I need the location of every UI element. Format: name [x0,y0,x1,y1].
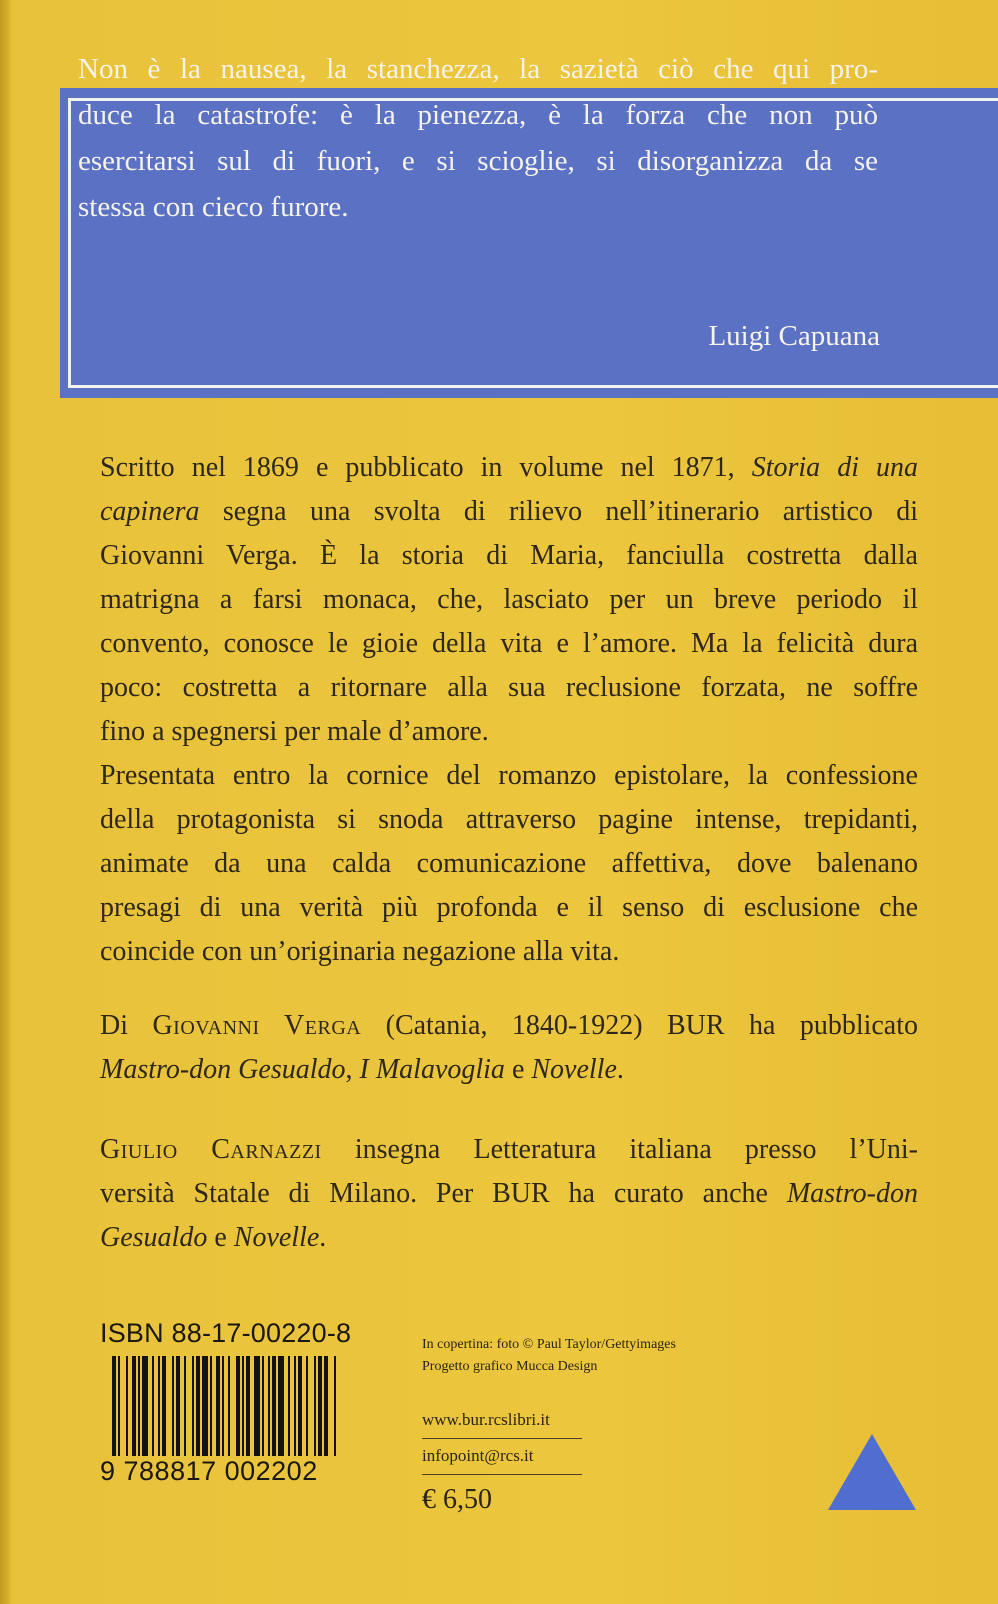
quote-author: Luigi Capuana [708,320,880,352]
author-bio-text: Di [100,1010,153,1041]
barcode-bar [112,1356,116,1456]
isbn-label: ISBN 88-17-00220-8 [100,1318,352,1348]
barcode-bar [246,1356,250,1456]
barcode-bar [138,1356,140,1456]
barcode-bar [176,1356,180,1456]
quote-line: Non è la nausea, la stanchezza, la sazietà ciò che qui pro- [78,53,878,85]
barcode-bar [142,1356,148,1456]
barcode-bar [262,1356,264,1456]
barcode-bar [126,1356,128,1456]
synopsis [100,446,918,974]
synopsis-line: Presentata entro la cornice del romanzo epistolare, la confessione [100,760,918,791]
editor-bio-text: insegna Letteratura italiana presso l’Uni- [321,1134,918,1165]
editor-bio-line [100,1216,918,1260]
website: www.bur.rcslibri.it [422,1410,550,1429]
book-title: Novelle [233,1222,320,1253]
barcode-bar [118,1356,120,1456]
barcode-bar [254,1356,260,1456]
synopsis-line [100,490,918,534]
barcode-bar [210,1356,212,1456]
editor-bio-text: versità Statale di Milano. Per BUR ha curato anche [100,1178,787,1209]
barcode-bar [294,1356,296,1456]
synopsis-line: poco: costretta a ritornare alla sua reclusione forzata, ne soffre [100,672,918,703]
synopsis-line [100,446,918,490]
barcode-bar [298,1356,302,1456]
author-bio-text: , [345,1054,360,1085]
barcode-bar [162,1356,166,1456]
editor-bio-text: e [207,1222,234,1253]
editor-bio [100,1128,918,1260]
book-title: capinera [100,496,200,527]
barcode-bar [272,1356,276,1456]
synopsis-text: Scritto nel 1869 e pubblicato in volume nel 1871, [100,452,752,483]
barcode-bar [324,1356,328,1456]
cover-credit: In copertina: foto © Paul Taylor/Gettyimages [422,1337,676,1352]
email: infopoint@rcs.it [422,1446,534,1465]
book-title: Mastro-don [786,1178,918,1209]
author-bio-text: e [504,1054,532,1085]
barcode-bar [172,1356,174,1456]
book-title: Storia di una [751,452,919,483]
divider [422,1438,582,1439]
divider [422,1474,582,1475]
author-bio-line [100,1004,918,1048]
barcode-icon [112,1356,374,1456]
author-name: Giovanni Verga [152,1010,362,1041]
synopsis-line: convento, conosce le gioie della vita e l’amore. Ma la felicità dura [100,628,918,659]
synopsis-line: Giovanni Verga. È la storia di Maria, fanciulla costretta dalla [100,540,918,571]
author-bio-line [100,1048,918,1092]
barcode-bar [228,1356,230,1456]
barcode-bar [306,1356,308,1456]
credits [422,1334,676,1378]
barcode-bar [132,1356,136,1456]
barcode-bar [288,1356,290,1456]
barcode-bar [196,1356,200,1456]
editor-bio-text: . [319,1222,327,1253]
barcode-digits: 9 788817 002202 [100,1456,318,1486]
book-title: Novelle [531,1054,617,1085]
editor-bio-line [100,1172,918,1216]
synopsis-line: presagi di una verità più profonda e il senso di esclusione che [100,892,918,923]
synopsis-line: animate da una calda comunicazione affettiva, dove balenano [100,848,918,879]
author-bio [100,1004,918,1092]
book-title: Mastro-don Gesualdo [100,1054,346,1085]
barcode-bar [242,1356,244,1456]
barcode-bar [152,1356,154,1456]
barcode-bar [216,1356,220,1456]
barcode-bar [268,1356,270,1456]
barcode-bar [236,1356,240,1456]
synopsis-line: matrigna a farsi monaca, che, lasciato per un breve periodo il [100,584,918,615]
bur-triangle-logo-icon [826,1432,918,1512]
author-bio-text: . [616,1054,624,1085]
barcode-bar [314,1356,316,1456]
design-credit: Progetto grafico Mucca Design [422,1359,598,1374]
barcode-bar [278,1356,284,1456]
quote-line: stessa con cieco furore. [78,191,349,223]
synopsis-line: fino a spegnersi per male d’amore. [100,716,489,747]
quote-text [78,46,878,230]
author-bio-text: (Catania, 1840-1922) BUR ha pubblicato [361,1010,919,1041]
barcode-bar [318,1356,322,1456]
barcode-bar [184,1356,186,1456]
quote-line: duce la catastrofe: è la pienezza, è la forza che non può [78,99,878,131]
synopsis-line: coincide con un’originaria negazione alla vita. [100,936,620,967]
book-title: I Malavoglia [359,1054,505,1085]
barcode-bar [334,1356,336,1456]
spine-edge [0,0,10,1604]
barcode-bar [222,1356,224,1456]
editor-name: Giulio Carnazzi [100,1134,322,1165]
synopsis-line: della protagonista si snoda attraverso pagine intense, trepidanti, [100,804,918,835]
quote-line: esercitarsi sul di fuori, e si scioglie, si disorganizza da se [78,145,878,177]
barcode-bar [202,1356,208,1456]
barcode-bar [158,1356,160,1456]
barcode-bar [192,1356,194,1456]
editor-bio-line [100,1128,918,1172]
price: € 6,50 [422,1484,492,1515]
book-title: Gesualdo [100,1222,208,1253]
synopsis-text: segna una svolta di rilievo nell’itinerario artistico di [199,496,918,527]
